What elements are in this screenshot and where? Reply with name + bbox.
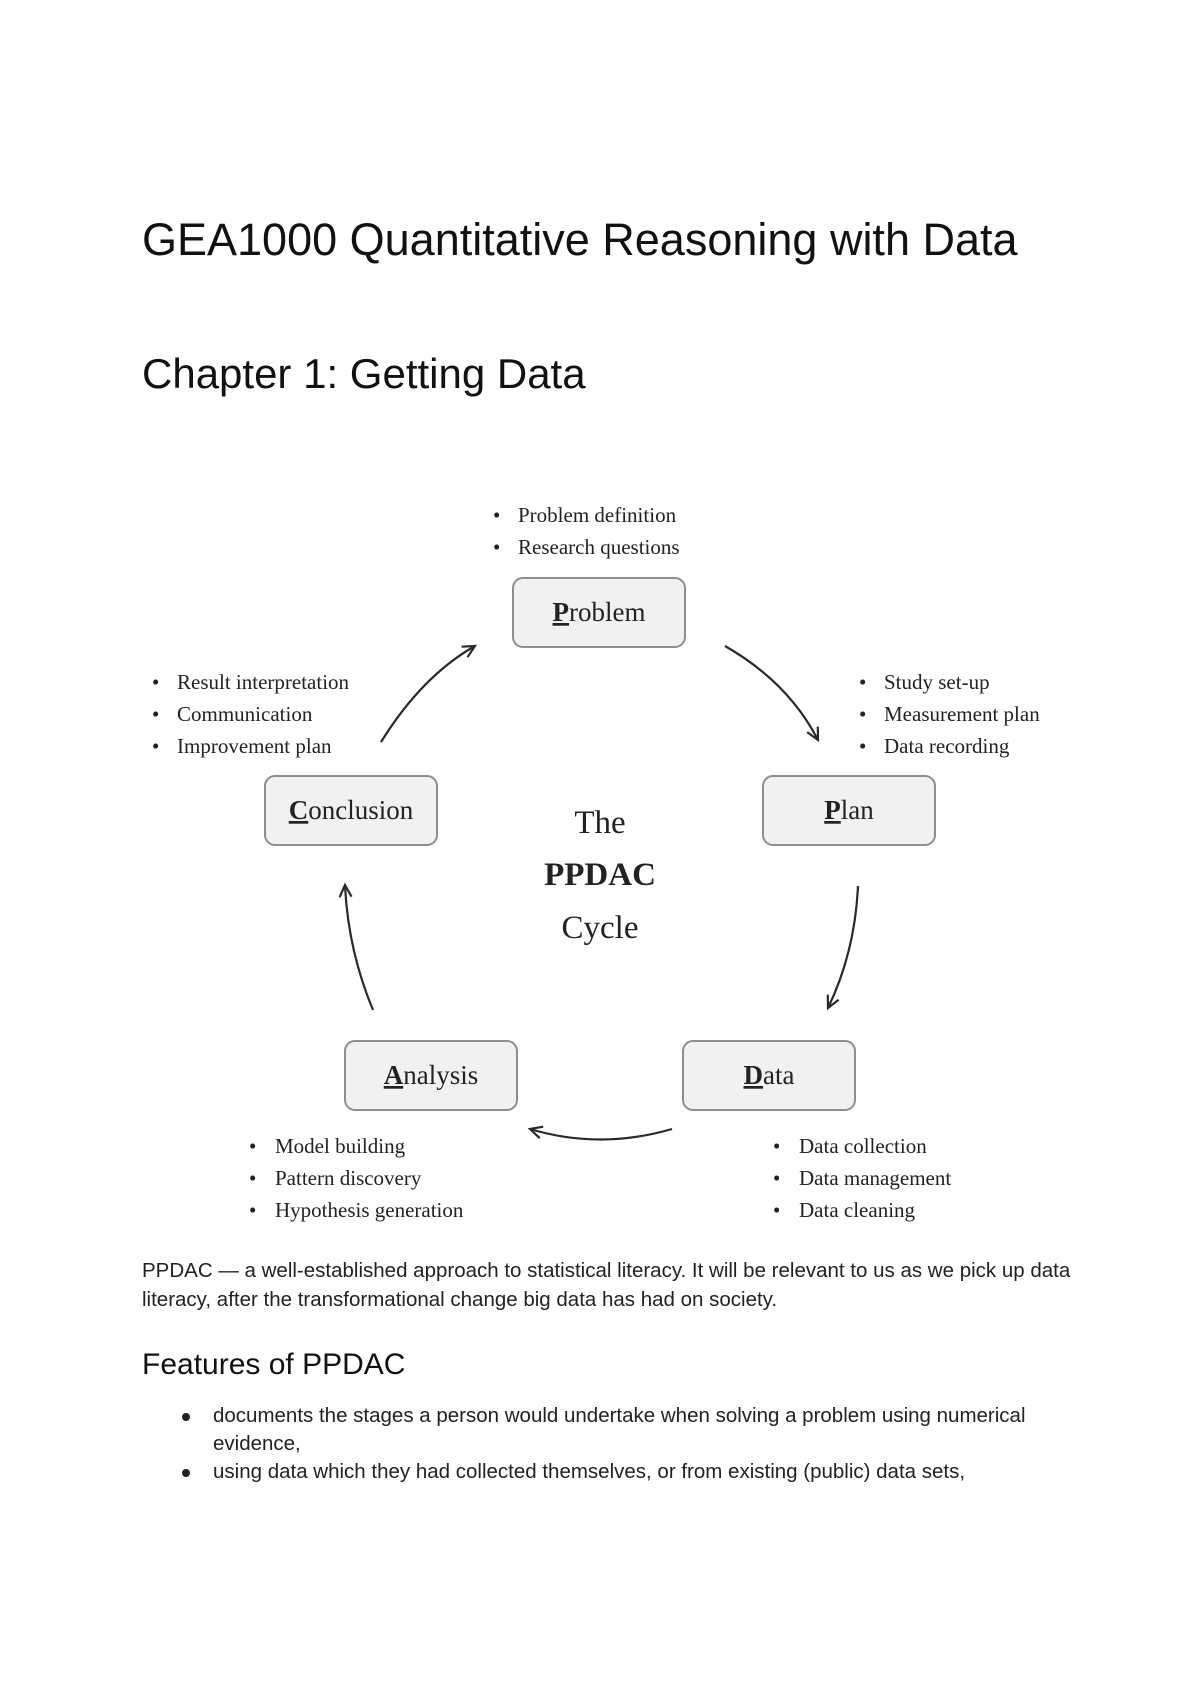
plan-bullet-3: Data recording [884,734,1010,758]
center-line-cycle: Cycle [561,910,639,946]
bullet-glyph: • [249,1198,257,1222]
chapter-title: Chapter 1: Getting Data [142,350,586,397]
arrow-problem-to-plan [725,646,818,740]
analysis-bullets [249,1134,464,1222]
data-bullet-1: Data collection [799,1134,927,1158]
features-heading: Features of PPDAC [142,1348,406,1381]
analysis-label: Analysis [383,1060,479,1090]
cycle-center-label [544,805,656,946]
conclusion-label: Conclusion [288,795,414,825]
analysis-bullet-1: Model building [275,1134,406,1158]
bullet-glyph: • [773,1198,781,1222]
bullet-dot [182,1413,190,1421]
bullet-glyph: • [493,503,501,527]
stage-plan [763,670,1040,845]
list-item [142,1402,1062,1458]
center-line-the: The [574,805,626,841]
plan-label: Plan [824,795,874,825]
conclusion-bullet-3: Improvement plan [177,734,332,758]
problem-bullet-1: Problem definition [518,503,677,527]
data-bullets [773,1134,951,1222]
bullet-glyph: • [773,1166,781,1190]
arrow-conclusion-to-problem [381,646,475,742]
plan-bullet-1: Study set-up [884,670,990,694]
bullet-glyph: • [859,734,867,758]
data-bullet-3: Data cleaning [799,1198,916,1222]
features-list [142,1402,1062,1486]
list-item [142,1458,1062,1486]
bullet-glyph: • [152,734,160,758]
bullet-glyph: • [249,1134,257,1158]
arrow-data-to-analysis [530,1129,672,1140]
analysis-bullet-3: Hypothesis generation [275,1198,464,1222]
arrow-plan-to-data [828,886,858,1008]
stage-conclusion [152,670,437,845]
conclusion-bullets [152,670,350,758]
analysis-bullet-2: Pattern discovery [275,1166,422,1190]
bullet-glyph: • [859,702,867,726]
conclusion-bullet-2: Communication [177,702,313,726]
stage-data [683,1041,951,1222]
problem-label: Problem [552,597,646,627]
data-label: Data [743,1060,795,1090]
data-bullet-2: Data management [799,1166,952,1190]
intro-paragraph: PPDAC — a well-established approach to statistical literacy. It will be relevant to us as we pick up data literacy, after the transformational change big data has had on society. [142,1259,1071,1311]
stage-problem [493,503,685,647]
bullet-glyph: • [493,535,501,559]
conclusion-bullet-1: Result interpretation [177,670,350,694]
ppdac-cycle-diagram [0,470,1200,1230]
center-line-ppdac: PPDAC [544,857,656,893]
bullet-glyph: • [773,1134,781,1158]
bullet-glyph: • [152,702,160,726]
problem-bullets [493,503,680,559]
problem-bullet-2: Research questions [518,535,680,559]
plan-bullets [859,670,1040,758]
stage-analysis [249,1041,517,1222]
document-title: GEA1000 Quantitative Reasoning with Data [142,214,1018,265]
bullet-glyph: • [152,670,160,694]
bullet-dot [182,1469,190,1477]
bullet-glyph: • [859,670,867,694]
plan-bullet-2: Measurement plan [884,702,1040,726]
bullet-glyph: • [249,1166,257,1190]
arrow-analysis-to-conclusion [345,885,373,1010]
feature-item-text: using data which they had collected themselves, or from existing (public) data sets, [213,1460,966,1483]
feature-item-text: documents the stages a person would undertake when solving a problem using numerical evidence, [213,1404,1026,1455]
